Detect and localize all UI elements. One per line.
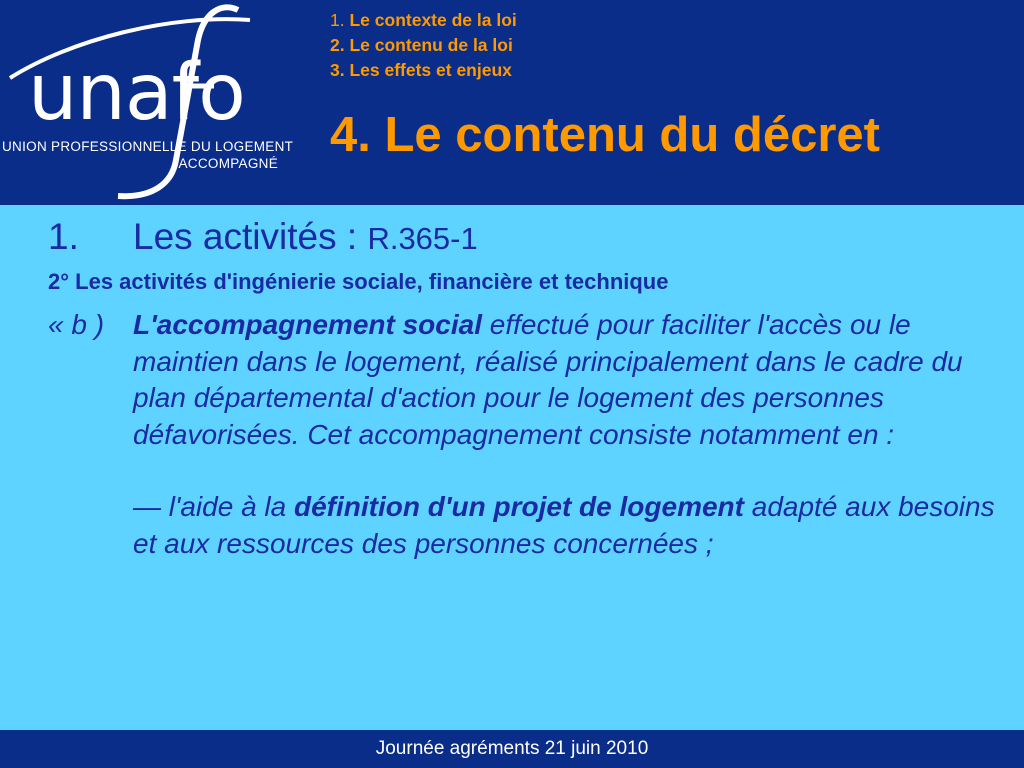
- unafo-logo: [0, 0, 294, 205]
- paragraph-1-rest: effectué pour faciliter l'accès ou le maintien dans le logement, réalisé principalement dans le cadre du plan départemental d'action pour le logement des personnes défavorisées. Cet accompagnement consiste notamment en :: [133, 309, 963, 450]
- body-text: [133, 307, 1008, 562]
- paragraph-2: [133, 489, 1008, 562]
- outline-item-2: 2. Le contenu de la loi: [330, 35, 513, 55]
- section-title-text: Les activités :: [133, 216, 368, 257]
- paragraph-2-emphasis: définition d'un projet de logement: [294, 491, 744, 522]
- paragraph-spacer: [133, 453, 1008, 489]
- footer-band: [0, 730, 1024, 768]
- paragraph-1-lead: L'accompagnement social: [133, 309, 482, 340]
- logo-tagline-line2: ACCOMPAGNÉ: [178, 156, 278, 171]
- section-number: 1.: [48, 216, 79, 257]
- header-band: [0, 0, 1024, 205]
- section-subheading: 2° Les activités d'ingénierie sociale, financière et technique: [48, 269, 669, 294]
- paragraph-2-pre: — l'aide à la: [133, 491, 294, 522]
- paragraph-2-post: adapté aux besoins et aux ressources des personnes concernées ;: [133, 491, 995, 559]
- list-marker: « b ): [48, 309, 105, 340]
- outline-item-1-number: 1.: [330, 10, 345, 30]
- slide-title: 4. Le contenu du décret: [330, 108, 880, 162]
- outline-item-1-label: Le contexte de la loi: [349, 10, 517, 30]
- logo-tagline-line1: UNION PROFESSIONNELLE DU LOGEMENT: [2, 139, 294, 154]
- paragraph-1: [133, 307, 1008, 453]
- logo-wordmark: unafo: [28, 48, 245, 138]
- slide-content: [0, 205, 1024, 730]
- presentation-outline: [330, 8, 517, 83]
- outline-item-1: [330, 8, 517, 33]
- section-title: [133, 215, 478, 261]
- outline-item-3: 3. Les effets et enjeux: [330, 60, 512, 80]
- footer-text: Journée agréments 21 juin 2010: [375, 738, 649, 759]
- section-reference: R.365-1: [367, 221, 478, 256]
